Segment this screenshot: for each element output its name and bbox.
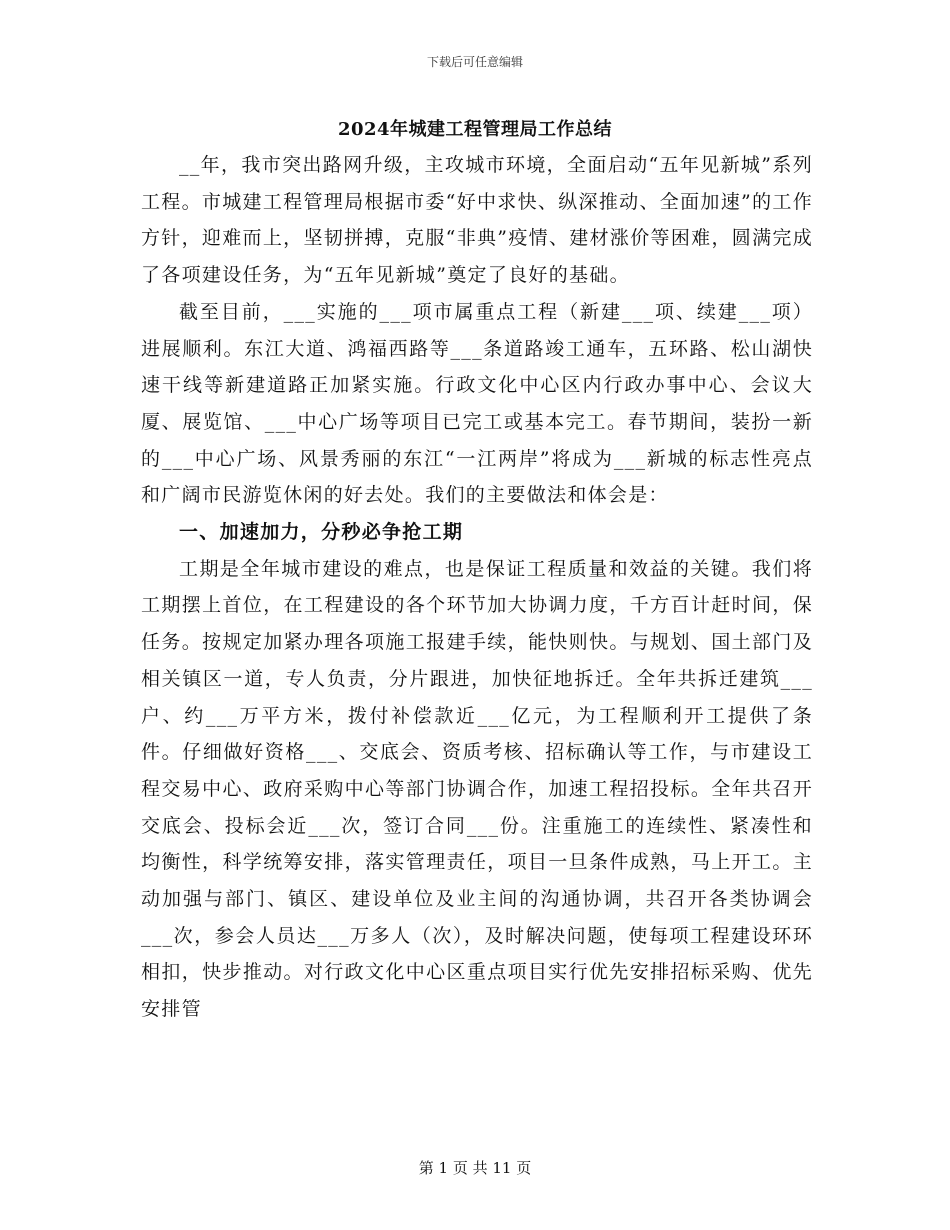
page-number: 第 1 页 共 11 页 xyxy=(418,1159,532,1177)
document-body xyxy=(141,147,813,1028)
section-heading: 一、加速加力，分秒必争抢工期 xyxy=(179,521,464,544)
section-paragraph: 工期是全年城市建设的难点，也是保证工程质量和效益的关键。我们将工期摆上首位，在工程建设的各个环节加大协调力度，千方百计赶时间，保任务。按规定加紧办理各项施工报建手续，能快则快。与规划、国土部门及相关镇区一道，专人负责，分片跟进，加快征地拆迁。全年共拆迁建筑___户、约___万平方米，拨付补偿款近___亿元，为工程顺利开工提供了条件。仔细做好资格___、交底会、资质考核、招标确认等工作，与市建设工程交易中心、政府采购中心等部门协调合作，加速工程招投标。全年共召开交底会、投标会近___次，签订合同___份。注重施工的连续性、紧凑性和均衡性，科学统筹安排，落实管理责任，项目一旦条件成熟，马上开工。主动加强与部门、镇区、建设单位及业主间的沟通协调，共召开各类协调会___次，参会人员达___万多人（次），及时解决问题，使每项工程建设环环相扣，快步推动。对行政文化中心区重点项目实行优先安排招标采购、优先安排管 xyxy=(141,557,813,1021)
progress-paragraph: 截至目前，___实施的___项市属重点工程（新建___项、续建___项）进展顺利。东江大道、鸿福西路等___条道路竣工通车，五环路、松山湖快速干线等新建道路正加紧实施。行政文化中心区内行政办事中心、会议大厦、展览馆、___中心广场等项目已完工或基本完工。春节期间，装扮一新的___中心广场、风景秀丽的东江“一江两岸”将成为___新城的标志性亮点和广阔市民游览休闲的好去处。我们的主要做法和体会是： xyxy=(141,300,813,507)
document-title: 2024年城建工程管理局工作总结 xyxy=(337,119,613,140)
download-note: 下载后可任意编辑 xyxy=(426,55,523,69)
intro-paragraph: __年，我市突出路网升级，主攻城市环境，全面启动“五年见新城”系列工程。市城建工程管理局根据市委“好中求快、纵深推动、全面加速”的工作方针，迎难而上，坚韧拼搏，克服“非典”疫情、建材涨价等困难，圆满完成了各项建设任务，为“五年见新城”奠定了良好的基础。 xyxy=(141,154,813,287)
